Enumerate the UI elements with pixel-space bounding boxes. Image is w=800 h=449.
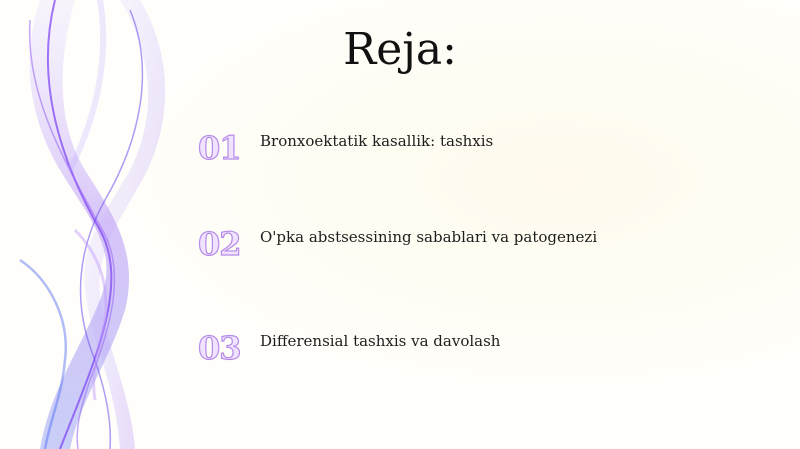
smoke-ribbon-decoration bbox=[0, 0, 200, 449]
agenda-item-number: 01 bbox=[198, 129, 241, 167]
agenda-item-3 bbox=[198, 326, 758, 370]
agenda-item-text: Differensial tashxis va davolash bbox=[260, 332, 501, 350]
agenda-item-2 bbox=[198, 222, 758, 266]
agenda-item-text: Bronxoektatik kasallik: tashxis bbox=[260, 132, 494, 150]
agenda-item-number: 02 bbox=[198, 225, 241, 263]
agenda-item-text: O'pka abstsessining sabablari va patogenezi bbox=[260, 228, 598, 246]
agenda-item-number: 03 bbox=[198, 329, 241, 367]
slide-title: Reja: bbox=[343, 24, 457, 75]
agenda-item-1 bbox=[198, 126, 758, 170]
